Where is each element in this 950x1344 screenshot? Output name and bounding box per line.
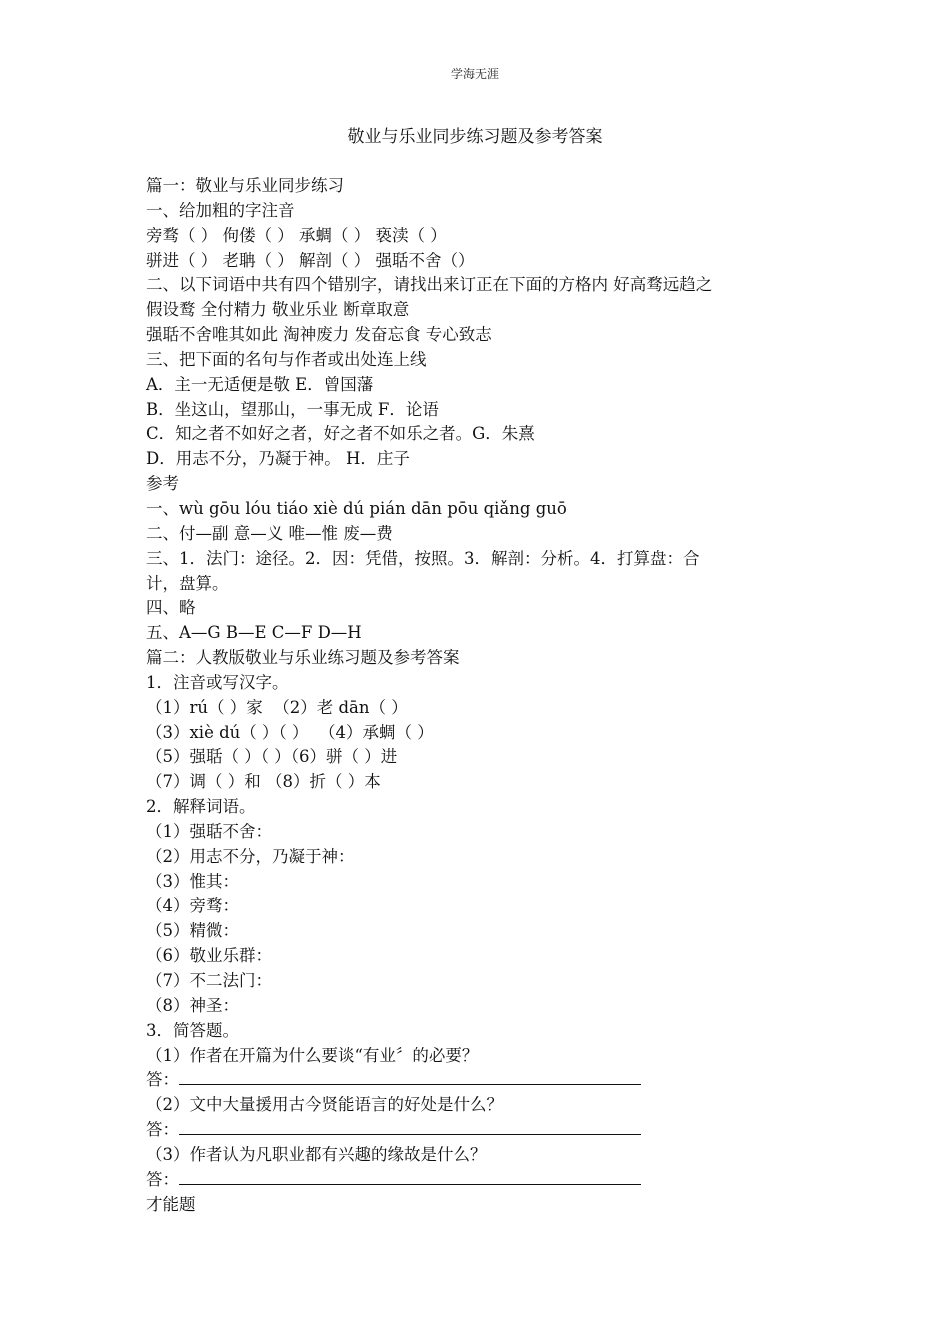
document-title: 敬业与乐业同步练习题及参考答案	[347, 127, 603, 147]
text-line: B．坐这山，望那山，一事无成 F．论语	[146, 399, 439, 419]
text-line: （8）神圣：	[146, 995, 239, 1015]
question-3: （3）作者认为凡职业都有兴趣的缘故是什么？	[146, 1144, 487, 1164]
text-line: 二、付—副 意—义 唯—惟 废—费	[146, 523, 393, 543]
text-line: 骈进（ ） 老聃（ ） 解剖（ ） 强聒不舍（）	[146, 250, 475, 270]
answer-blank-2[interactable]	[179, 1118, 641, 1135]
text-line: D．用志不分，乃凝于神。 H．庄子	[146, 449, 410, 469]
text-line: （5）精微：	[146, 921, 239, 941]
text-line: （6）敬业乐群：	[146, 946, 272, 966]
text-line: （2）用志不分，乃凝于神：	[146, 846, 355, 866]
text-line: 三、把下面的名句与作者或出处连上线	[146, 349, 427, 369]
text-line: （7）调（ ）和 （8）折（ ）本	[146, 772, 381, 792]
text-line: 一、给加粗的字注音	[146, 200, 295, 220]
answer-row-1	[146, 1068, 816, 1093]
text-line: 篇一：敬业与乐业同步练习	[146, 176, 344, 195]
text-line: （4）旁骛：	[146, 896, 239, 916]
text-line: 三、1．法门：途径。2．因：凭借，按照。3．解剖：分析。4．打算盘：合	[146, 548, 700, 568]
answer-label: 答：	[146, 1120, 179, 1140]
text-line: 二、以下词语中共有四个错别字，请找出来订正在下面的方格内 好高骛远趋之	[146, 275, 713, 295]
section-heading-ability: 才能题	[146, 1194, 196, 1214]
text-line: （1）rú（ ）家 （2）老 dān（ ）	[146, 697, 408, 717]
text-line: （3）xiè dú（ ）（ ） （4）承蜩（ ）	[146, 722, 434, 742]
answer-row-3	[146, 1168, 816, 1193]
text-line: （3）惟其：	[146, 871, 239, 891]
text-line: 四、略	[146, 598, 196, 618]
answer-blank-1[interactable]	[179, 1068, 641, 1085]
answer-row-2	[146, 1118, 816, 1143]
page-header: 学海无涯	[450, 67, 499, 81]
document-body	[146, 174, 816, 1217]
text-line: 3．简答题。	[146, 1020, 239, 1040]
answer-label: 答：	[146, 1169, 179, 1189]
text-line: 1．注音或写汉字。	[146, 672, 289, 692]
text-line: （1）强聒不舍：	[146, 821, 272, 841]
text-line: 参考	[146, 474, 179, 494]
text-line: 五、A—G B—E C—F D—H	[146, 623, 362, 643]
answer-blank-3[interactable]	[179, 1168, 641, 1185]
text-line: 假设鹜 全付精力 敬业乐业 断章取意	[146, 300, 410, 320]
text-line: 计，盘算。	[146, 573, 229, 593]
text-line: 强聒不舍唯其如此 淘神废力 发奋忘食 专心致志	[146, 325, 492, 345]
text-line: （5）强聒（ ）（ ）（6）骈（ ）进	[146, 747, 398, 767]
text-line: 一、wù gōu lóu tiáo xiè dú pián dān pōu qiǎng guō	[146, 498, 567, 518]
text-line: （1）作者在开篇为什么要谈“有业〞的必要？	[146, 1045, 479, 1065]
answer-label: 答：	[146, 1070, 179, 1090]
text-line: 篇二：人教版敬业与乐业练习题及参考答案	[146, 648, 460, 668]
text-line: C．知之者不如好之者，好之者不如乐之者。G．朱熹	[146, 424, 535, 444]
question-2: （2）文中大量援用古今贤能语言的好处是什么？	[146, 1095, 503, 1115]
text-line: 旁骛（ ） 佝偻（ ） 承蜩（ ） 亵渎（ ）	[146, 225, 447, 245]
text-line: A．主一无适便是敬 E．曾国藩	[146, 374, 374, 394]
text-line: （7）不二法门：	[146, 971, 272, 990]
text-line: 2．解释词语。	[146, 797, 256, 817]
